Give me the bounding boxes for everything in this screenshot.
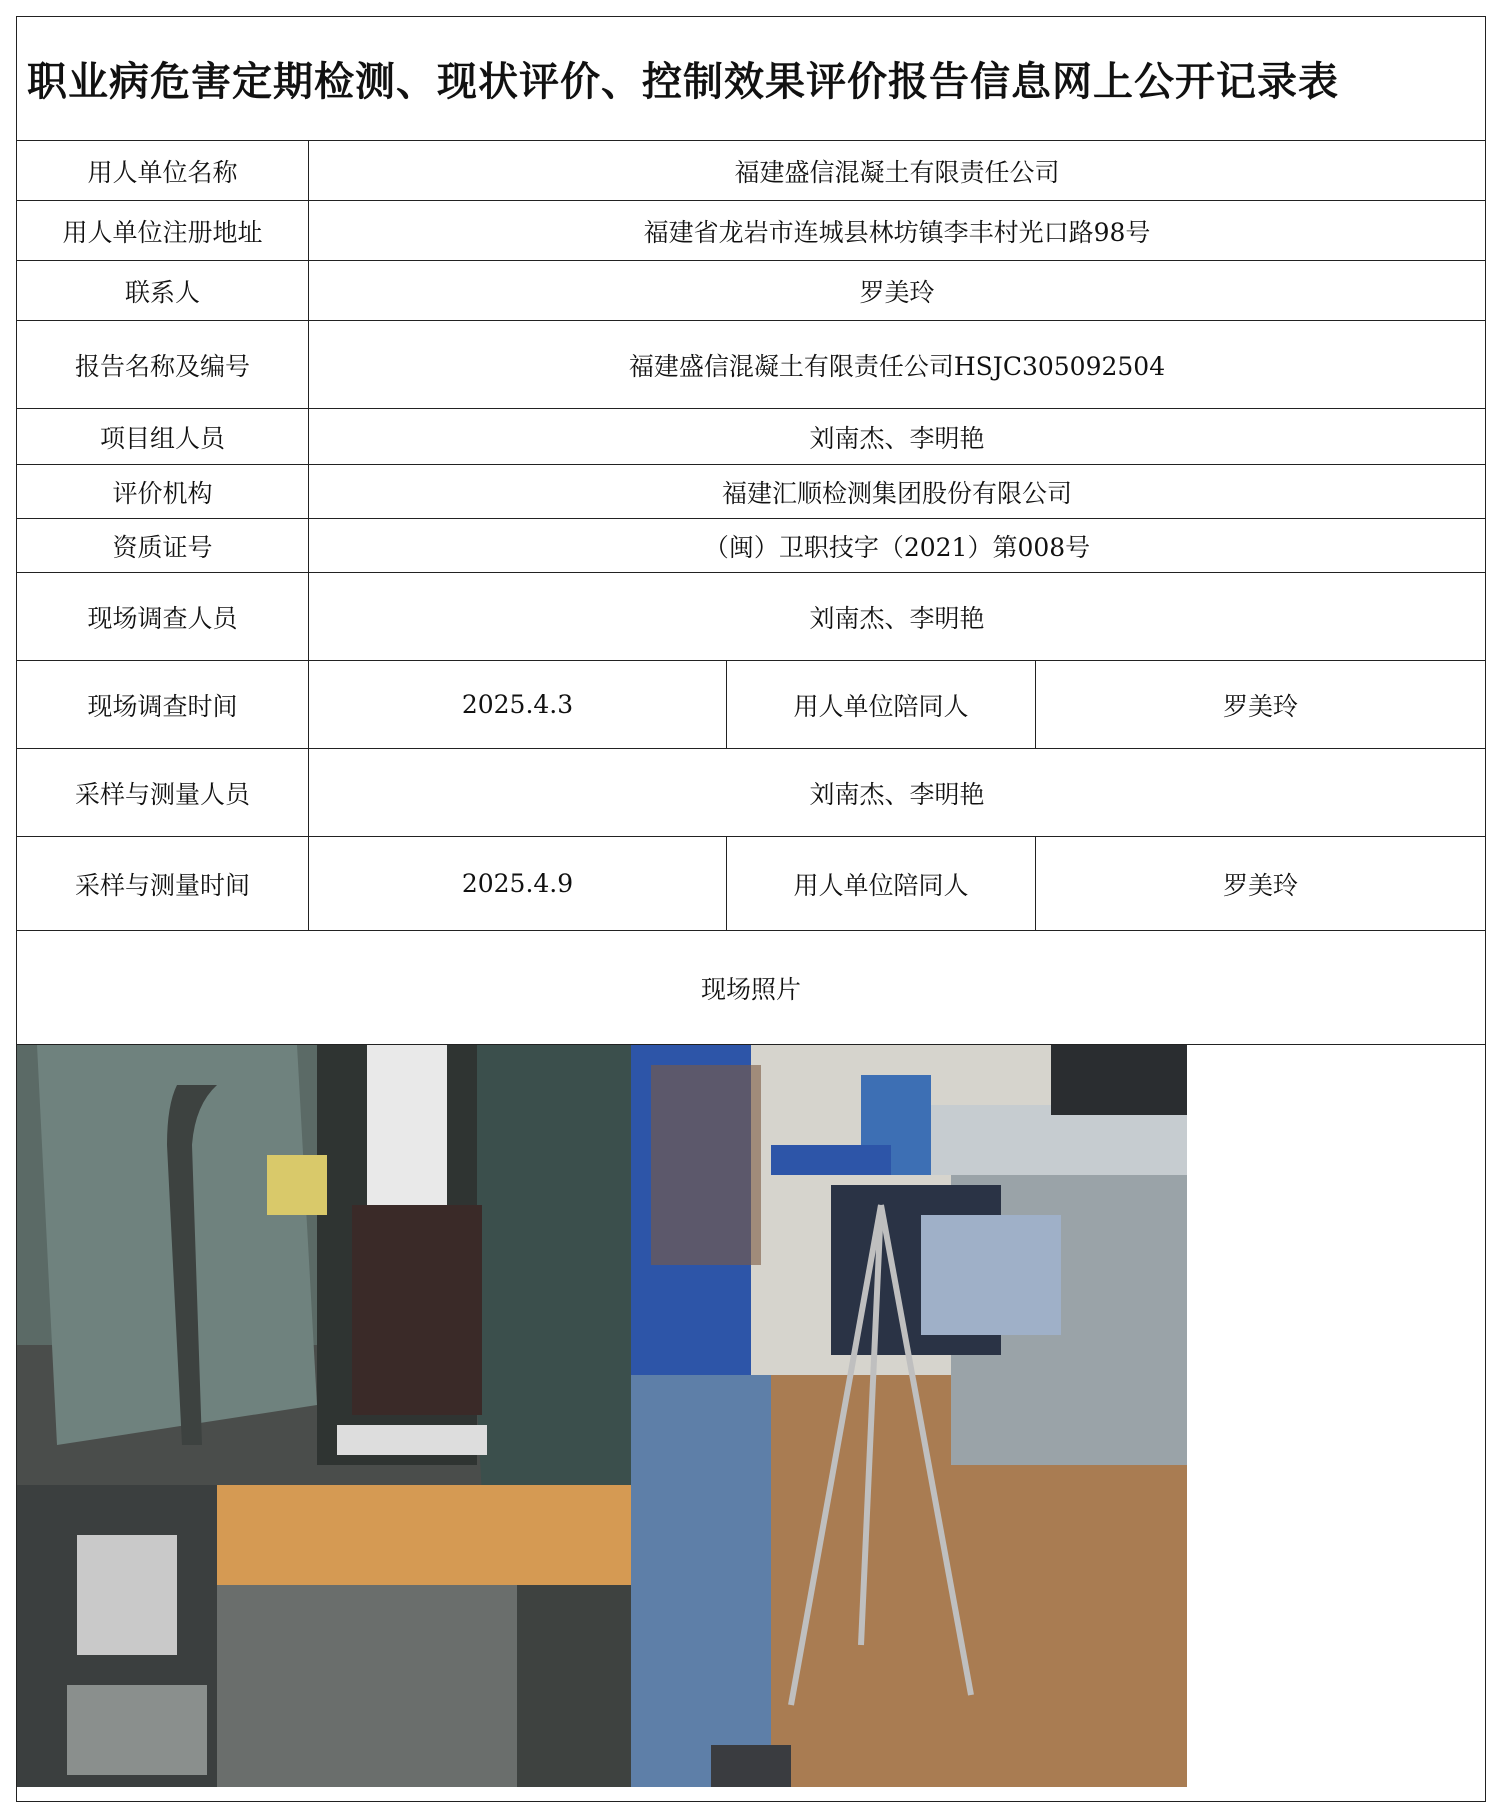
- employer-address-value: 福建省龙岩市连城县林坊镇李丰村光口路98号: [643, 217, 1151, 247]
- row-photos-header: [17, 931, 1485, 1045]
- sampling-accompany-label: 用人单位陪同人: [727, 837, 1036, 930]
- row-employer-name: [17, 141, 1485, 201]
- photos-label: 现场照片: [700, 974, 801, 1004]
- qualification-value: （闽）卫职技字（2021）第008号: [703, 532, 1091, 562]
- survey-time-label: 现场调查时间: [17, 661, 309, 748]
- row-sampling-staff: [17, 749, 1485, 837]
- row-survey-staff: [17, 573, 1485, 661]
- sampling-time-value: 2025.4.9: [309, 837, 727, 930]
- sampling-staff-value: 刘南杰、李明艳: [809, 779, 985, 809]
- project-team-value: 刘南杰、李明艳: [809, 423, 985, 453]
- title-row: [17, 17, 1485, 141]
- report-value: 福建盛信混凝土有限责任公司HSJC305092504: [628, 351, 1166, 381]
- sampling-accompany-value: 罗美玲: [1222, 870, 1298, 900]
- employer-name-value: 福建盛信混凝土有限责任公司: [734, 157, 1060, 187]
- row-qualification: [17, 519, 1485, 573]
- report-label: 报告名称及编号: [17, 321, 309, 408]
- project-team-label: 项目组人员: [17, 409, 309, 464]
- survey-time-value: 2025.4.3: [309, 661, 727, 748]
- row-agency: [17, 465, 1485, 519]
- row-contact: [17, 261, 1485, 321]
- sampling-staff-label: 采样与测量人员: [17, 749, 309, 836]
- employer-name-label: 用人单位名称: [17, 141, 309, 200]
- survey-accompany-label: 用人单位陪同人: [727, 661, 1036, 748]
- site-photo-office: [631, 1045, 1187, 1787]
- row-project-team: [17, 409, 1485, 465]
- row-survey-time: [17, 661, 1485, 749]
- contact-value: 罗美玲: [859, 277, 935, 307]
- row-sampling-time: [17, 837, 1485, 931]
- row-employer-address: [17, 201, 1485, 261]
- page-title: 职业病危害定期检测、现状评价、控制效果评价报告信息网上公开记录表: [27, 59, 1339, 105]
- photos-area: [17, 1045, 1485, 1801]
- contact-label: 联系人: [17, 261, 309, 320]
- agency-label: 评价机构: [17, 465, 309, 518]
- survey-staff-value: 刘南杰、李明艳: [809, 603, 985, 633]
- site-photo-excavator: [17, 1045, 631, 1787]
- survey-staff-label: 现场调查人员: [17, 573, 309, 660]
- employer-address-label: 用人单位注册地址: [17, 201, 309, 260]
- survey-accompany-value: 罗美玲: [1222, 691, 1298, 721]
- row-report: [17, 321, 1485, 409]
- qualification-label: 资质证号: [17, 519, 309, 572]
- record-table: [16, 16, 1486, 1802]
- agency-value: 福建汇顺检测集团股份有限公司: [721, 478, 1072, 508]
- sampling-time-label: 采样与测量时间: [17, 837, 309, 930]
